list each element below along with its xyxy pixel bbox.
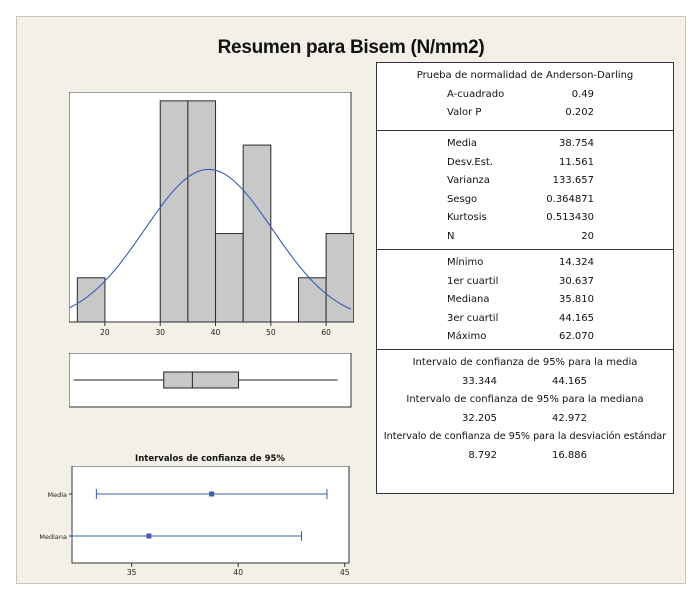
x-tick-label: 60 bbox=[321, 328, 331, 337]
stat-row bbox=[377, 154, 673, 173]
stat-label: Máximo bbox=[447, 331, 487, 342]
stat-label: Valor P bbox=[447, 107, 482, 118]
histogram-panel bbox=[69, 92, 354, 367]
stat-row bbox=[377, 291, 673, 310]
ci-high: 44.165 bbox=[552, 375, 587, 387]
histogram-bar bbox=[160, 101, 188, 322]
ci-median-values bbox=[377, 410, 673, 429]
stat-label: N bbox=[447, 230, 455, 242]
ci-frame bbox=[72, 466, 349, 563]
ci-center-point bbox=[146, 534, 151, 539]
stat-label: Media bbox=[447, 138, 478, 149]
stat-row bbox=[377, 172, 673, 191]
stat-value: 20 bbox=[581, 230, 594, 242]
stat-value: 30.637 bbox=[559, 275, 594, 287]
ci-high: 42.972 bbox=[552, 412, 587, 424]
iqr-box bbox=[164, 372, 239, 388]
histogram-bar bbox=[216, 234, 244, 322]
stat-row bbox=[377, 86, 673, 105]
histogram-bar bbox=[298, 278, 326, 322]
stat-value: 14.324 bbox=[559, 257, 594, 268]
x-tick-label: 35 bbox=[126, 568, 137, 576]
ci-high: 16.886 bbox=[552, 449, 587, 461]
stat-row bbox=[377, 254, 673, 273]
stat-label: Sesgo bbox=[447, 193, 478, 205]
boxplot-panel bbox=[69, 353, 354, 409]
stat-value: 0.202 bbox=[565, 107, 594, 118]
stat-label: Kurtosis bbox=[447, 212, 487, 223]
ci-mean-title: Intervalo de confianza de 95% para la media bbox=[412, 357, 638, 368]
ad-title: Prueba de normalidad de Anderson-Darling bbox=[416, 70, 634, 81]
descriptive-section bbox=[377, 131, 673, 250]
summary-report bbox=[16, 16, 686, 584]
ci-center-point bbox=[209, 492, 214, 497]
ci-low: 8.792 bbox=[468, 449, 497, 461]
ci-sd-values bbox=[377, 447, 673, 466]
stat-value: 0.513430 bbox=[546, 212, 594, 223]
stat-value: 11.561 bbox=[559, 156, 594, 168]
stat-label: 1er cuartil bbox=[447, 275, 499, 287]
stat-value: 0.364871 bbox=[546, 193, 594, 205]
normality-section bbox=[377, 63, 673, 131]
ci-low: 32.205 bbox=[462, 412, 497, 424]
stat-value: 35.810 bbox=[559, 294, 594, 305]
ci-panel bbox=[17, 466, 362, 576]
stat-label: Mínimo bbox=[447, 257, 484, 268]
stat-row bbox=[377, 310, 673, 329]
stat-label: A-cuadrado bbox=[447, 88, 505, 100]
stat-row bbox=[377, 209, 673, 228]
histogram-bar bbox=[188, 101, 216, 322]
x-tick-label: 30 bbox=[155, 328, 166, 337]
report-title: Resumen para Bisem (N/mm2) bbox=[217, 37, 485, 58]
stat-row bbox=[377, 273, 673, 292]
ci-category-label: Mediana bbox=[39, 533, 67, 541]
ci-sd-title: Intervalo de confianza de 95% para la desviación estándar bbox=[383, 431, 667, 442]
x-tick-label: 45 bbox=[339, 568, 350, 576]
stat-label: Mediana bbox=[447, 294, 490, 305]
x-tick-label: 40 bbox=[233, 568, 243, 576]
stat-row bbox=[377, 104, 673, 123]
ci-category-label: Media bbox=[47, 491, 67, 499]
stat-value: 62.070 bbox=[559, 331, 594, 342]
stat-value: 133.657 bbox=[552, 175, 594, 186]
stat-row bbox=[377, 328, 673, 347]
confidence-section bbox=[377, 350, 673, 493]
ci-mean-values bbox=[377, 373, 673, 392]
stat-value: 0.49 bbox=[571, 88, 594, 100]
ci-median-title: Intervalo de confianza de 95% para la mediana bbox=[406, 394, 644, 405]
stat-label: Varianza bbox=[447, 175, 490, 186]
stat-label: 3er cuartil bbox=[447, 312, 499, 324]
x-tick-label: 40 bbox=[210, 328, 221, 337]
stat-row bbox=[377, 135, 673, 154]
x-tick-label: 50 bbox=[266, 328, 276, 337]
stat-row bbox=[377, 191, 673, 210]
stat-row bbox=[377, 228, 673, 247]
stat-label: Desv.Est. bbox=[447, 156, 494, 168]
x-tick-label: 20 bbox=[100, 328, 110, 337]
histogram-bar bbox=[243, 145, 271, 322]
ci-chart-title: Intervalos de confianza de 95% bbox=[135, 454, 285, 464]
stats-table bbox=[376, 62, 674, 494]
stat-value: 44.165 bbox=[559, 312, 594, 324]
stat-value: 38.754 bbox=[559, 138, 594, 149]
quantile-section bbox=[377, 250, 673, 350]
ci-low: 33.344 bbox=[462, 375, 497, 387]
